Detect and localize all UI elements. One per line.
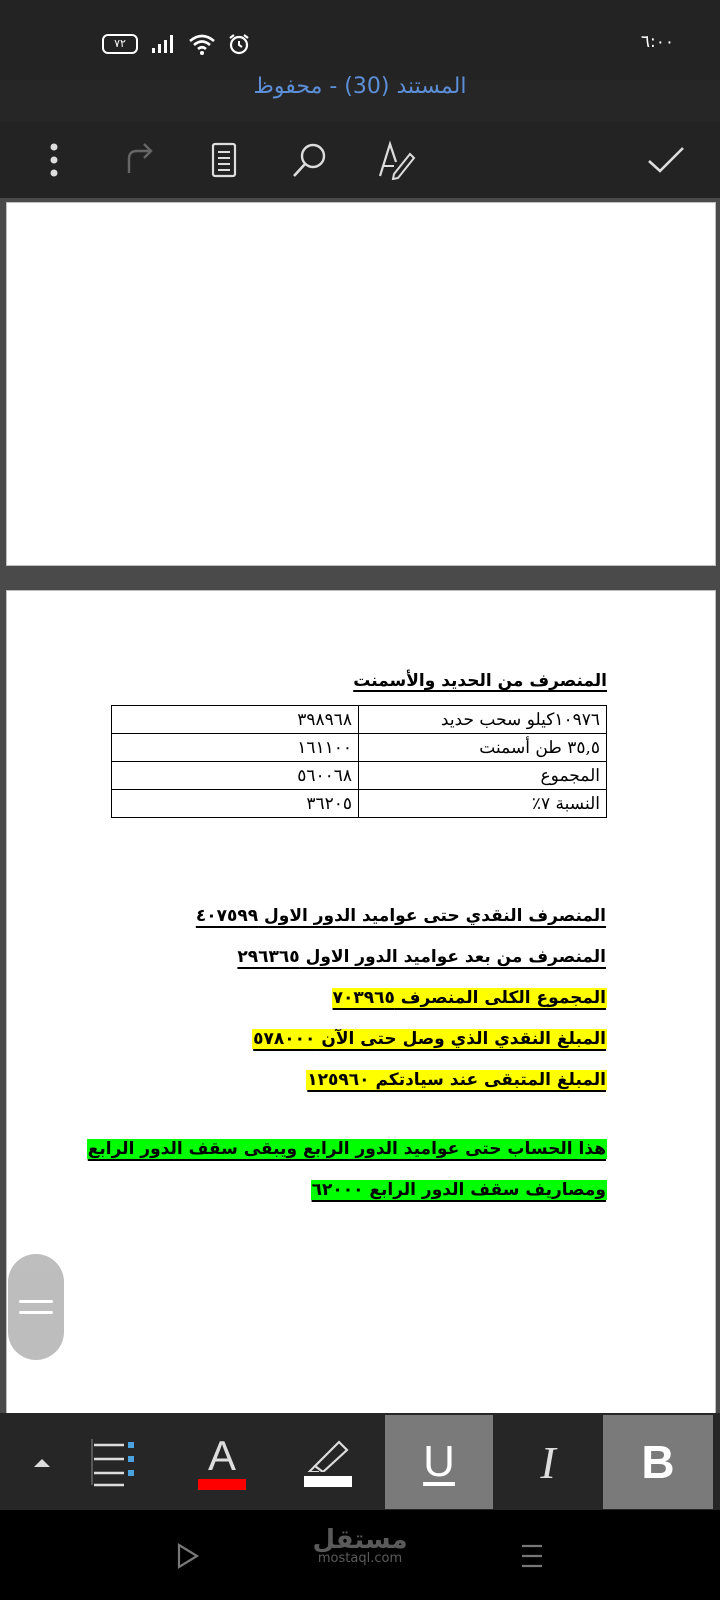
back-button[interactable] [164,1532,212,1580]
underline-icon: U [423,1437,455,1486]
materials-table [111,705,607,818]
back-icon [175,1542,201,1570]
summary-lines [87,904,607,1219]
highlighted-line: ومصاريف سقف الدور الرابع ٦٢٠٠٠ [311,1180,606,1200]
search-button[interactable] [284,134,336,186]
font-color-button[interactable] [184,1415,260,1509]
table-cell: ٥٦٠٠٦٨ [112,762,359,790]
more-options-button[interactable] [28,134,80,186]
highlighter-icon [305,1438,351,1472]
highlighted-line: المبلغ النقدي الذي وصل حتى الآن ٥٧٨٠٠٠ [253,1029,606,1049]
page-1[interactable] [6,202,716,566]
page-content [107,671,607,818]
list-format-button[interactable] [84,1415,140,1509]
document-area[interactable] [0,198,720,1413]
table-cell: النسبة ٧٪ [359,790,607,818]
watermark [300,1525,420,1566]
edit-text-icon [376,140,416,180]
format-toolbar [0,1413,720,1510]
table-cell: ٣٥,٥ طن أسمنت [359,734,607,762]
document-title[interactable]: المستند (30) - محفوظ [253,74,467,99]
edit-text-button[interactable] [370,134,422,186]
battery-icon: ٧٢ [102,34,138,54]
highlight-swatch [304,1476,352,1487]
table-row [112,734,607,762]
font-color-icon: A [207,1431,236,1479]
italic-icon: I [540,1436,556,1488]
highlighted-line: المجموع الكلى المنصرف ٧٠٣٩٦٥ [332,988,606,1008]
reading-mode-button[interactable] [198,134,250,186]
redo-button[interactable] [112,134,164,186]
underline-button[interactable] [385,1415,493,1509]
status-icons [102,32,250,56]
top-toolbar [0,122,720,198]
signal-icon [150,33,176,55]
watermark-latin: mostaql.com [317,1551,403,1566]
recent-apps-icon [519,1542,545,1570]
status-time: ٦:٠٠ [640,32,674,52]
table-cell: المجموع [359,762,607,790]
table-row [112,762,607,790]
redo-icon [119,141,157,179]
scroll-handle[interactable] [8,1254,64,1360]
page-2[interactable] [6,590,716,1420]
table-row [112,790,607,818]
reading-mode-icon [211,142,237,178]
wifi-icon [188,32,216,56]
done-button[interactable] [640,134,692,186]
more-options-icon [49,142,59,178]
highlighted-line: المبلغ المتبقى عند سيادتكم ١٢٥٩٦٠ [307,1070,606,1090]
table-row [112,706,607,734]
italic-button[interactable] [493,1415,603,1509]
status-bar [0,0,720,80]
done-check-icon [646,145,686,175]
table-cell: ١٦١١٠٠ [112,734,359,762]
text-line: المنصرف من بعد عواميد الدور الاول ٢٩٦٣٦٥ [237,947,606,967]
bold-icon: B [641,1436,675,1488]
search-icon [291,141,329,179]
expand-toolbar-button[interactable] [20,1415,64,1509]
caret-up-icon [32,1456,52,1468]
text-line: المنصرف النقدي حتى عواميد الدور الاول ٤٠٧٥٩٩ [195,906,606,926]
bold-button[interactable] [603,1415,713,1509]
table-cell: ٣٩٨٩٦٨ [112,706,359,734]
alarm-icon [228,33,250,55]
watermark-arabic: مستقل [312,1525,408,1555]
highlighted-line: هذا الحساب حتى عواميد الدور الرابع ويبقى سقف الدور الرابع [87,1139,606,1159]
list-format-icon [88,1435,136,1489]
table-cell: ١٠٩٧٦كيلو سحب حديد [359,706,607,734]
table-cell: ٣٦٢٠٥ [112,790,359,818]
highlight-button[interactable] [290,1415,366,1509]
section-heading: المنصرف من الحديد والأسمنت [353,671,607,691]
font-color-swatch [198,1479,246,1490]
recent-apps-button[interactable] [508,1532,556,1580]
